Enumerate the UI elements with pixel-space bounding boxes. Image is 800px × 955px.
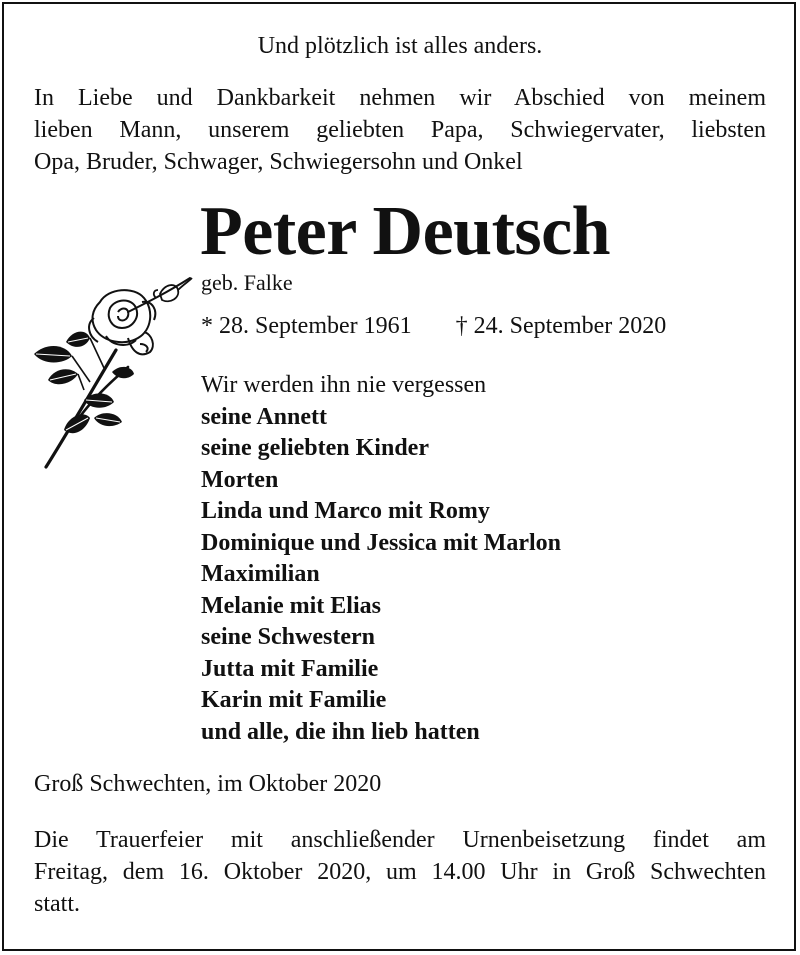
place-and-date: Groß Schwechten, im Oktober 2020	[34, 771, 382, 797]
mourner-line: und alle, die ihn lieb hatten	[201, 718, 480, 745]
mourner-line: Morten	[201, 466, 279, 493]
remembrance-line: Wir werden ihn nie vergessen	[201, 372, 487, 398]
service-line: statt.	[34, 891, 80, 917]
life-dates	[201, 310, 666, 342]
mourner-line: Linda und Marco mit Romy	[201, 498, 490, 524]
motto: Und plötzlich ist alles anders.	[257, 33, 543, 59]
mourner-line: seine Annett	[201, 403, 327, 430]
mourners-list	[201, 370, 561, 748]
rose-icon	[28, 272, 198, 472]
death-date: † 24. September 2020	[455, 313, 667, 339]
mourner-line: seine Schwestern	[201, 624, 375, 650]
intro-line: In Liebe und Dankbarkeit nehmen wir Abschied von meinem	[34, 85, 766, 111]
intro-text	[34, 82, 766, 178]
mourner-line: Dominique und Jessica mit Marlon	[201, 529, 562, 556]
service-line: Die Trauerfeier mit anschließender Urnenbeisetzung findet am	[34, 827, 766, 853]
intro-line: lieben Mann, unserem geliebten Papa, Schwiegervater, liebsten	[34, 117, 766, 143]
deceased-name: Peter Deutsch	[200, 193, 611, 270]
mourner-line: Melanie mit Elias	[201, 592, 381, 619]
mourner-line: Karin mit Familie	[201, 687, 387, 713]
mourner-line: seine geliebten Kinder	[201, 435, 429, 461]
birth-name: geb. Falke	[201, 270, 293, 295]
intro-line: Opa, Bruder, Schwager, Schwiegersohn und Onkel	[34, 149, 523, 175]
service-line: Freitag, dem 16. Oktober 2020, um 14.00 Uhr in Groß Schwechten	[34, 859, 766, 885]
service-info	[34, 824, 766, 920]
mourner-line: Maximilian	[201, 561, 320, 587]
birth-date: * 28. September 1961	[201, 313, 412, 339]
mourner-line: Jutta mit Familie	[201, 655, 379, 682]
